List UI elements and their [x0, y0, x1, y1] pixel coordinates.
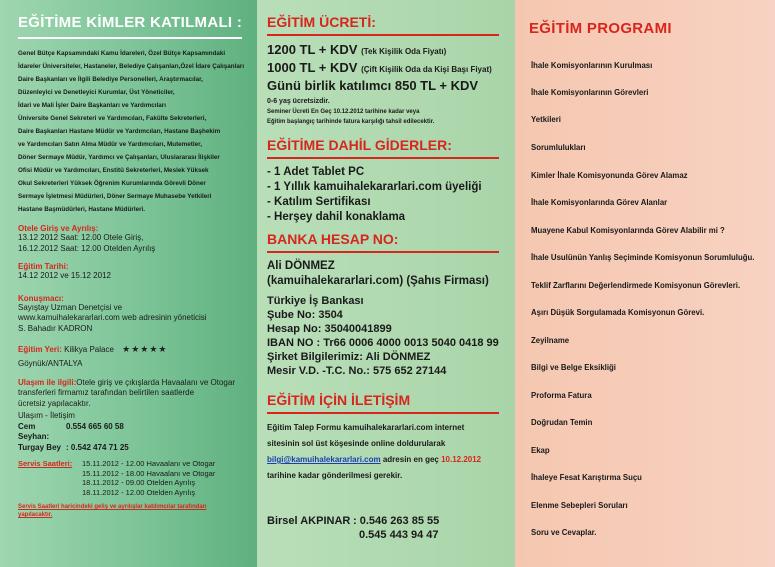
bank-heading: BANKA HESAP NO: — [267, 231, 399, 247]
participants-line: Üniversite Genel Sekreteri ve Yardımcıları, Fakülte Sekreterleri, — [18, 115, 207, 122]
participants-line: Döner Sermaye Müdür, Yardımcı ve Çalışanları, Uluslararası İlişkiler — [18, 154, 220, 161]
contact-text: Eğitim Talep Formu kamuihalekararlari.com internet — [267, 423, 465, 432]
transport-text: ücretsiz yapılacaktır. — [18, 398, 91, 408]
price-single — [267, 42, 509, 60]
fee-note: Seminer Ücreti En Geç 10.12.2012 tarihine kadar veya — [267, 109, 420, 115]
price-double-note: (Çift Kişilik Oda da Kişi Başı Fiyat) — [361, 65, 492, 74]
speaker-label: Konuşmacı: — [18, 293, 64, 303]
contact-heading: EĞİTİM İÇİN İLETİŞİM — [267, 392, 411, 408]
program-item: Proforma Fatura — [531, 391, 592, 400]
phone-number: : 0.546 263 85 55 — [353, 515, 440, 527]
transport-text: transferleri firmamız tarafından belirtilen saatlerde — [18, 388, 195, 397]
program-item: Muayene Kabul Komisyonlarında Görev Alabilir mi ? — [531, 226, 725, 235]
heading-rule — [267, 157, 499, 159]
bank-line: Türkiye İş Bankası — [267, 295, 364, 307]
participants-line: Genel Bütçe Kapsamındaki Kamu İdareleri, Özel Bütçe Kapsamındaki — [18, 50, 226, 57]
contact-row — [18, 443, 249, 454]
fee-note: Eğitim başlangıç tarihinde fatura karşılığı tahsil edilecektir. — [267, 119, 435, 125]
bank-owner-note: (kamuihalekararlari.com) (Şahıs Firması) — [267, 275, 489, 287]
price-single-note: (Tek Kişilik Oda Fiyatı) — [361, 47, 447, 56]
contact-text: sitesinin sol üst köşesinde online doldurularak — [267, 439, 446, 448]
participants-heading: EĞİTİME KİMLER KATILMALI : — [18, 14, 243, 31]
speaker-line: Sayıştay Uzman Denetçisi ve — [18, 302, 123, 312]
shuttle-line: 18.11.2012 - 09.00 Otelden Ayrılış — [82, 478, 196, 487]
included-item: - 1 Adet Tablet PC — [267, 166, 365, 178]
bank-line: Hesap No: 35040041899 — [267, 323, 392, 335]
program-item: Teklif Zarflarını Değerlendirmede Komisyonun Görevleri. — [531, 281, 741, 290]
column-participants — [0, 0, 257, 567]
shuttle-label: Servis Saatleri: — [18, 459, 73, 468]
program-item: İhale Komisyonlarının Görevleri — [531, 88, 649, 97]
program-item: Bilgi ve Belge Eksikliği — [531, 363, 616, 372]
program-item: İhale Komisyonlarında Görev Alanlar — [531, 198, 668, 207]
shuttle-note-line: Servis Saatleri haricindeki geliş ve ayrılışlar katılımcılar tarafından — [18, 504, 207, 510]
program-item: Kimler İhale Komisyonunda Görev Alamaz — [531, 171, 688, 180]
participants-line: Düzenleyici ve Denetleyici Kurumlar, Üst Yöneticiler, — [18, 89, 175, 96]
transport-block — [18, 378, 249, 410]
program-item: Sorumlulukları — [531, 143, 586, 152]
training-date-value: 14.12 2012 ve 15.12 2012 — [18, 271, 111, 280]
heading-rule — [267, 34, 499, 36]
participants-line: Daire Başkanları ve İlgili Belediye Personelleri, Araştırmacılar, — [18, 76, 203, 83]
column-fees — [257, 0, 515, 567]
shuttle-note — [18, 503, 249, 519]
contact-name: Cem Seyhan: — [18, 421, 50, 441]
program-heading: EĞİTİM PROGRAMI — [529, 20, 672, 37]
program-item: Yetkileri — [531, 115, 561, 124]
participants-line: Hastane Başmüdürleri, Hastane Müdürleri. — [18, 206, 146, 213]
contact-text: tarihine kadar gönderilmesi gerekir. — [267, 471, 403, 480]
transport-label: Ulaşım ile ilgili: — [18, 377, 77, 387]
program-item: Doğrudan Temin — [531, 418, 593, 427]
shuttle-note-line: yapılacaktır. — [18, 512, 53, 518]
participants-line: Daire Başkanları Hastane Müdür ve Yardımcıları, Hastane Başhekim — [18, 128, 221, 135]
hotel-checkin-label: Otele Giriş ve Ayrılış: — [18, 224, 99, 233]
participants-line: İdareler Üniversiteler, Hastaneler, Belediye Çalışanları,Özel İdare Çalışanları — [18, 63, 245, 70]
contact-text-email — [267, 452, 509, 468]
price-double — [267, 60, 509, 78]
bank-line: IBAN NO : Tr66 0006 4000 0013 5040 0418 99 — [267, 337, 499, 349]
contact-row — [18, 422, 249, 443]
program-item: Aşırı Düşük Sorgulamada Komisyonun Görevi. — [531, 308, 705, 317]
phone-contact-name: Birsel AKPINAR — [267, 515, 351, 527]
contact-phone: : 0.542 474 71 25 — [66, 442, 129, 452]
speaker-line: www.kamuihalekararlari.com web adresinin yöneticisi — [18, 313, 207, 322]
shuttle-line: 18.11.2012 - 12.00 Otelden Ayrılış — [82, 487, 196, 497]
heading-rule — [267, 412, 499, 414]
price-single-amount: 1200 TL + KDV — [267, 42, 358, 57]
program-item: Zeyilname — [531, 336, 570, 345]
bank-line: Mesir V.D. -T.C. No.: 575 652 27144 — [267, 365, 447, 377]
column-program — [515, 0, 775, 567]
hotel-checkin-line: 13.12 2012 Saat: 12.00 Otele Giriş, — [18, 233, 144, 242]
phone-block — [267, 514, 509, 542]
program-item: Ekap — [531, 446, 550, 455]
speaker-name: S. Bahadır KADRON — [18, 323, 93, 333]
email-link[interactable]: bilgi@kamuihalekararlari.com — [267, 455, 381, 464]
shuttle-list — [82, 459, 215, 497]
fee-heading: EĞİTİM ÜCRETİ: — [267, 14, 376, 30]
participants-line: Ofisi Müdür ve Yardımcıları, Enstitü Sekreterleri, Meslek Yüksek — [18, 167, 209, 174]
bank-owner: Ali DÖNMEZ — [267, 260, 335, 272]
contact-phone: 0.554 665 60 58 — [66, 421, 124, 431]
venue-label: Eğitim Yeri: — [18, 345, 62, 354]
included-item: - Katılım Sertifikası — [267, 196, 371, 208]
included-item: - Herşey dahil konaklama — [267, 211, 406, 223]
transport-contact-label: Ulaşım - İletişim — [18, 411, 75, 420]
training-date-label: Eğitim Tarihi: — [18, 262, 69, 271]
program-item: İhale Usulünün Yanlış Seçiminde Komisyonun Sorumluluğu. — [531, 253, 755, 262]
star-icons: ★★★★★ — [122, 344, 168, 354]
contact-name: Turgay Bey — [18, 442, 61, 452]
bank-line: Şube No: 3504 — [267, 309, 343, 321]
program-item: Soru ve Cevaplar. — [531, 528, 597, 537]
deadline-date: 10.12.2012 — [441, 455, 482, 464]
venue-value: Kilikya Palace — [64, 345, 114, 354]
included-item: - 1 Yıllık kamuihalekararlari.com üyeliği — [267, 181, 482, 193]
venue-row — [18, 344, 249, 355]
phone-list — [353, 514, 439, 542]
participants-line: Okul Sekreterleri Yüksek Öğrenim Kurumlarında Görevli Döner — [18, 180, 206, 187]
phone-number: 0.545 443 94 47 — [359, 529, 439, 541]
participants-line: Sermaye İşletmesi Müdürleri, Döner Sermaye Muhasebe Yetkileri — [18, 193, 212, 200]
contact-text: adresin en geç — [380, 455, 442, 464]
fee-note: 0-6 yaş ücretsizdir. — [267, 98, 330, 105]
transport-text: Otele giriş ve çıkışlarda Havaalanı ve Otogar — [76, 377, 235, 387]
participants-list — [18, 47, 249, 216]
hotel-checkout-line: 16.12.2012 Saat: 12.00 Otelden Ayrılış — [18, 243, 156, 253]
heading-rule — [267, 251, 499, 253]
bank-line: Şirket Bilgilerimiz: Ali DÖNMEZ — [267, 351, 431, 363]
participants-line: İdari ve Mali İşler Daire Başkanları ve Yardımcıları — [18, 102, 166, 109]
program-item: İhale Komisyonlarının Kurulması — [531, 61, 653, 70]
included-heading: EĞİTİME DAHİL GİDERLER: — [267, 137, 452, 153]
shuttle-line: 15.11.2012 - 12.00 Havaalanı ve Otogar — [82, 459, 216, 468]
venue-city: Göynük/ANTALYA — [18, 359, 83, 368]
program-item: Elenme Sebepleri Soruları — [531, 501, 628, 510]
shuttle-block — [18, 459, 249, 497]
price-double-amount: 1000 TL + KDV — [267, 60, 358, 75]
price-daily: Günü birlik katılımcı 850 TL + KDV — [267, 78, 479, 93]
participants-line: ve Yardımcıları Satın Alma Müdür ve Yardımcıları, Mutemetler, — [18, 141, 202, 148]
program-item: İhaleye Fesat Karıştırma Suçu — [531, 473, 642, 482]
shuttle-line: 15.11.2012 - 18.00 Havaalanı ve Otogar — [82, 468, 216, 478]
heading-rule — [18, 37, 242, 39]
